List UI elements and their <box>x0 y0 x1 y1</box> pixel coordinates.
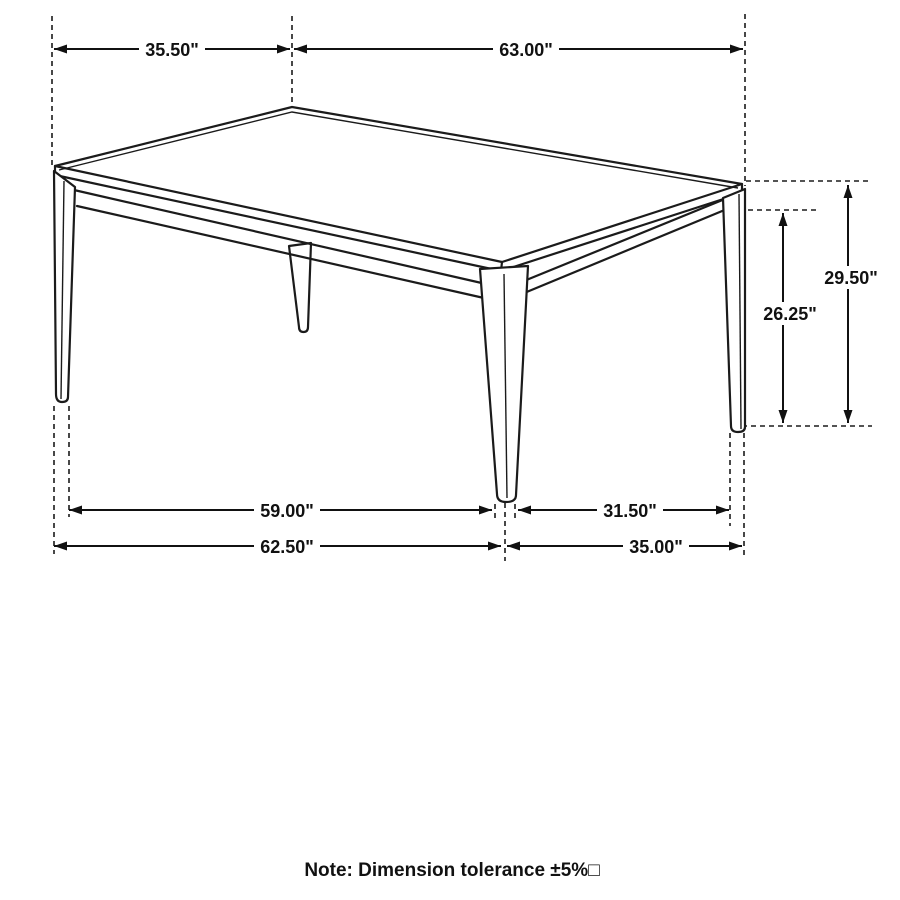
right-leg <box>723 189 745 432</box>
dimension-label: 26.25" <box>763 304 817 324</box>
dim-leg-span-depth <box>518 499 729 521</box>
table-drawing <box>54 107 745 502</box>
dimension-label: 62.50" <box>260 537 314 557</box>
dashed-guides <box>52 14 872 561</box>
front-leg <box>480 266 528 502</box>
tolerance-note: Note: Dimension tolerance ±5%□ <box>304 860 600 881</box>
dim-overall-height <box>818 185 884 423</box>
dim-top-back-right <box>294 38 743 60</box>
dimension-label: 63.00" <box>499 40 553 60</box>
dim-overall-length <box>54 535 501 557</box>
dimension-label: 29.50" <box>824 268 878 288</box>
left-leg <box>54 171 75 402</box>
dimension-label: 31.50" <box>603 501 657 521</box>
dim-overall-depth <box>507 535 742 557</box>
dimension-label: 59.00" <box>260 501 314 521</box>
dimension-label: 35.50" <box>145 40 199 60</box>
dimension-annotations <box>54 38 884 557</box>
dimension-label: 35.00" <box>629 537 683 557</box>
dim-top-back-left <box>54 38 290 60</box>
dim-floor-to-apron <box>757 213 823 423</box>
dim-leg-span-length <box>69 499 492 521</box>
